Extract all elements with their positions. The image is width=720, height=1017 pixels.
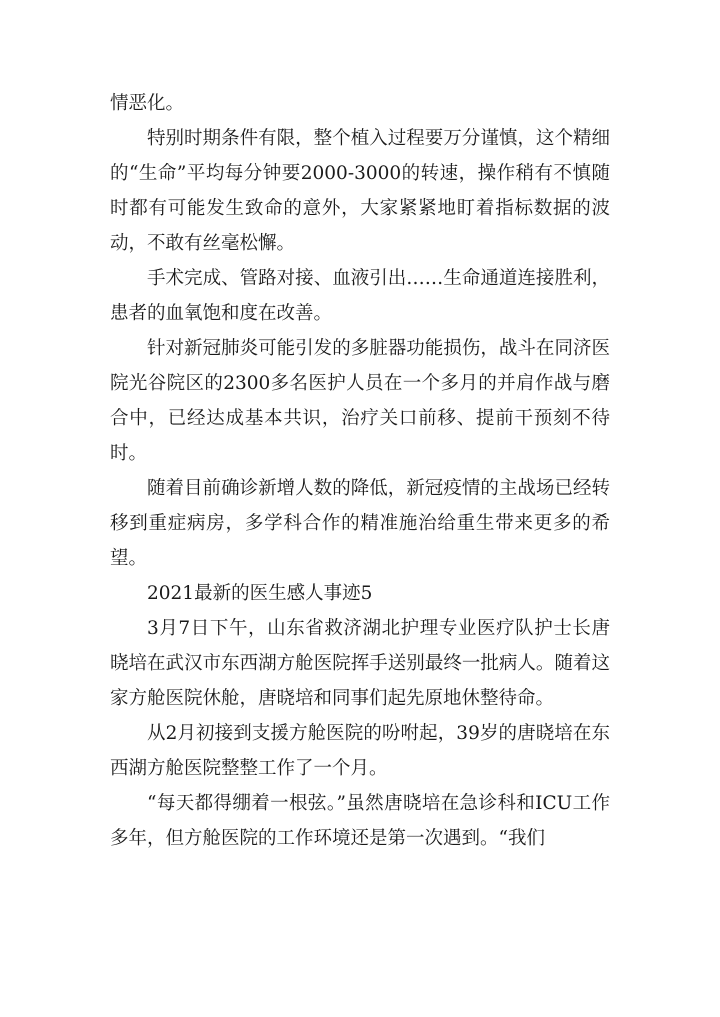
section-heading: 2021最新的医生感人事迹5 xyxy=(147,583,373,604)
paragraph-continuation: 情恶化。 xyxy=(110,93,185,114)
paragraph-february: 从2月初接到支援方舱医院的吩咐起，39岁的唐晓培在东西湖方舱医院整整工作了一个月。 xyxy=(110,723,610,779)
paragraph-surgery-complete: 手术完成、管路对接、血液引出……生命通道连接胜利，患者的血氧饱和度在改善。 xyxy=(110,268,610,324)
paragraph-quote: “每天都得绷着一根弦。”虽然唐晓培在急诊科和ICU工作多年，但方舱医院的工作环境还是第一次遇到。“我们 xyxy=(110,793,610,849)
paragraph-march-7: 3月7日下午，山东省救济湖北护理专业医疗队护士长唐晓培在武汉市东西湖方舱医院挥手送别最终一批病人。随着这家方舱医院休舱，唐晓培和同事们起先原地休整待命。 xyxy=(110,618,610,709)
paragraph-implant-process: 特别时期条件有限，整个植入过程要万分谨慎，这个精细的“生命”平均每分钟要2000-3000的转速，操作稍有不慎随时都有可能发生致命的意外，大家紧紧地盯着指标数据的波动，不敢有丝毫松懈。 xyxy=(110,128,610,254)
paragraph-multi-organ: 针对新冠肺炎可能引发的多脏器功能损伤，战斗在同济医院光谷院区的2300多名医护人员在一个多月的并肩作战与磨合中，已经达成基本共识，治疗关口前移、提前干预刻不待时。 xyxy=(110,338,610,464)
document-body xyxy=(110,86,610,856)
paragraph-icu-focus: 随着目前确诊新增人数的降低，新冠疫情的主战场已经转移到重症病房，多学科合作的精准施治给重生带来更多的希望。 xyxy=(110,478,610,569)
